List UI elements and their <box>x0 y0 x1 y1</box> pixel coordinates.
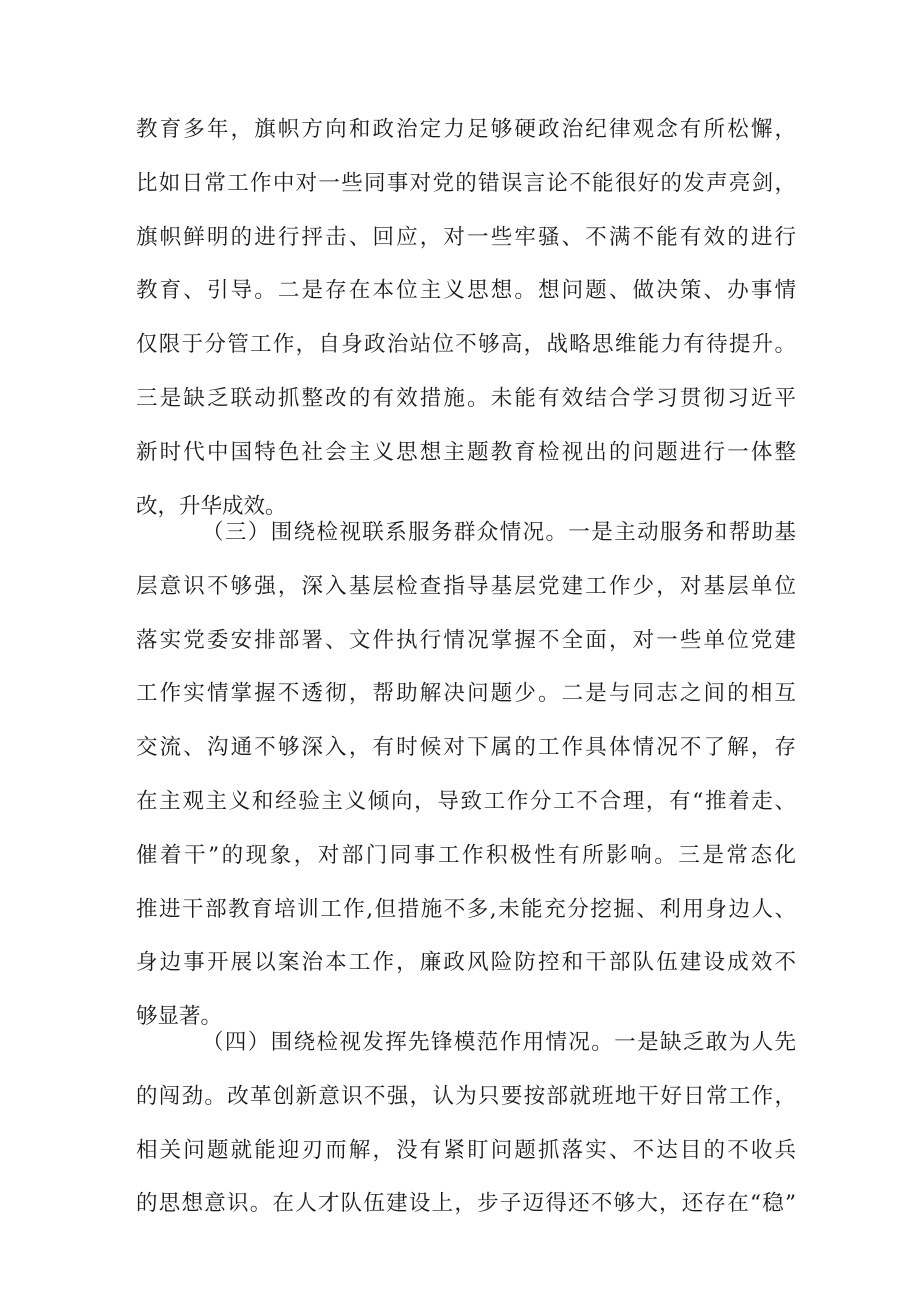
text-line: 教育、引导。二是存在本位主义思想。想问题、做决策、办事情 <box>136 278 796 304</box>
text-line: 仅限于分管工作，自身政治站位不够高，战略思维能力有待提升。 <box>136 332 796 358</box>
text-line: 相关问题就能迎刃而解，没有紧盯问题抓落实、不达目的不收兵 <box>136 1137 796 1163</box>
paragraph-continuation <box>136 103 796 533</box>
text-line: 工作实情掌握不透彻，帮助解决问题少。二是与同志之间的相互 <box>136 681 796 707</box>
text-line: 够显著。 <box>136 1004 223 1030</box>
text-line: 身边事开展以案治本工作，廉政风险防控和干部队伍建设成效不 <box>136 950 796 976</box>
text-line: 落实党委安排部署、文件执行情况掌握不全面，对一些单位党建 <box>136 627 796 653</box>
text-line: 在主观主义和经验主义倾向，导致工作分工不合理，有“推着走、 <box>136 788 796 814</box>
text-line: 催着干”的现象，对部门同事工作积极性有所影响。三是常态化 <box>136 842 796 868</box>
text-line: 比如日常工作中对一些同事对党的错误言论不能很好的发声亮剑， <box>136 170 796 196</box>
text-line: 教育多年，旗帜方向和政治定力足够硬政治纪律观念有所松懈， <box>136 117 796 142</box>
section-heading-line: （三）围绕检视联系服务群众情况。一是主动服务和帮助基 <box>202 520 796 545</box>
paragraph-section-3 <box>136 506 796 1044</box>
text-line: 层意识不够强，深入基层检查指导基层党建工作少，对基层单位 <box>136 573 796 599</box>
paragraph-section-4 <box>136 1016 796 1231</box>
text-line: 的闯劲。改革创新意识不强，认为只要按部就班地干好日常工作， <box>136 1083 796 1109</box>
text-line: 交流、沟通不够深入，有时候对下属的工作具体情况不了解，存 <box>136 735 796 761</box>
text-line: 的思想意识。在人才队伍建设上，步子迈得还不够大，还存在“稳” <box>136 1191 796 1217</box>
text-line: 新时代中国特色社会主义思想主题教育检视出的问题进行一体整 <box>136 439 796 465</box>
text-line: 三是缺乏联动抓整改的有效措施。未能有效结合学习贯彻习近平 <box>136 385 796 411</box>
text-line: 旗帜鲜明的进行抨击、回应，对一些牢骚、不满不能有效的进行 <box>136 224 796 250</box>
text-line: 推进干部教育培训工作,但措施不多,未能充分挖掘、利用身边人、 <box>136 896 796 922</box>
section-heading-line: （四）围绕检视发挥先锋模范作用情况。一是缺乏敢为人先 <box>202 1030 796 1055</box>
text-line: 改，升华成效。 <box>136 493 287 519</box>
